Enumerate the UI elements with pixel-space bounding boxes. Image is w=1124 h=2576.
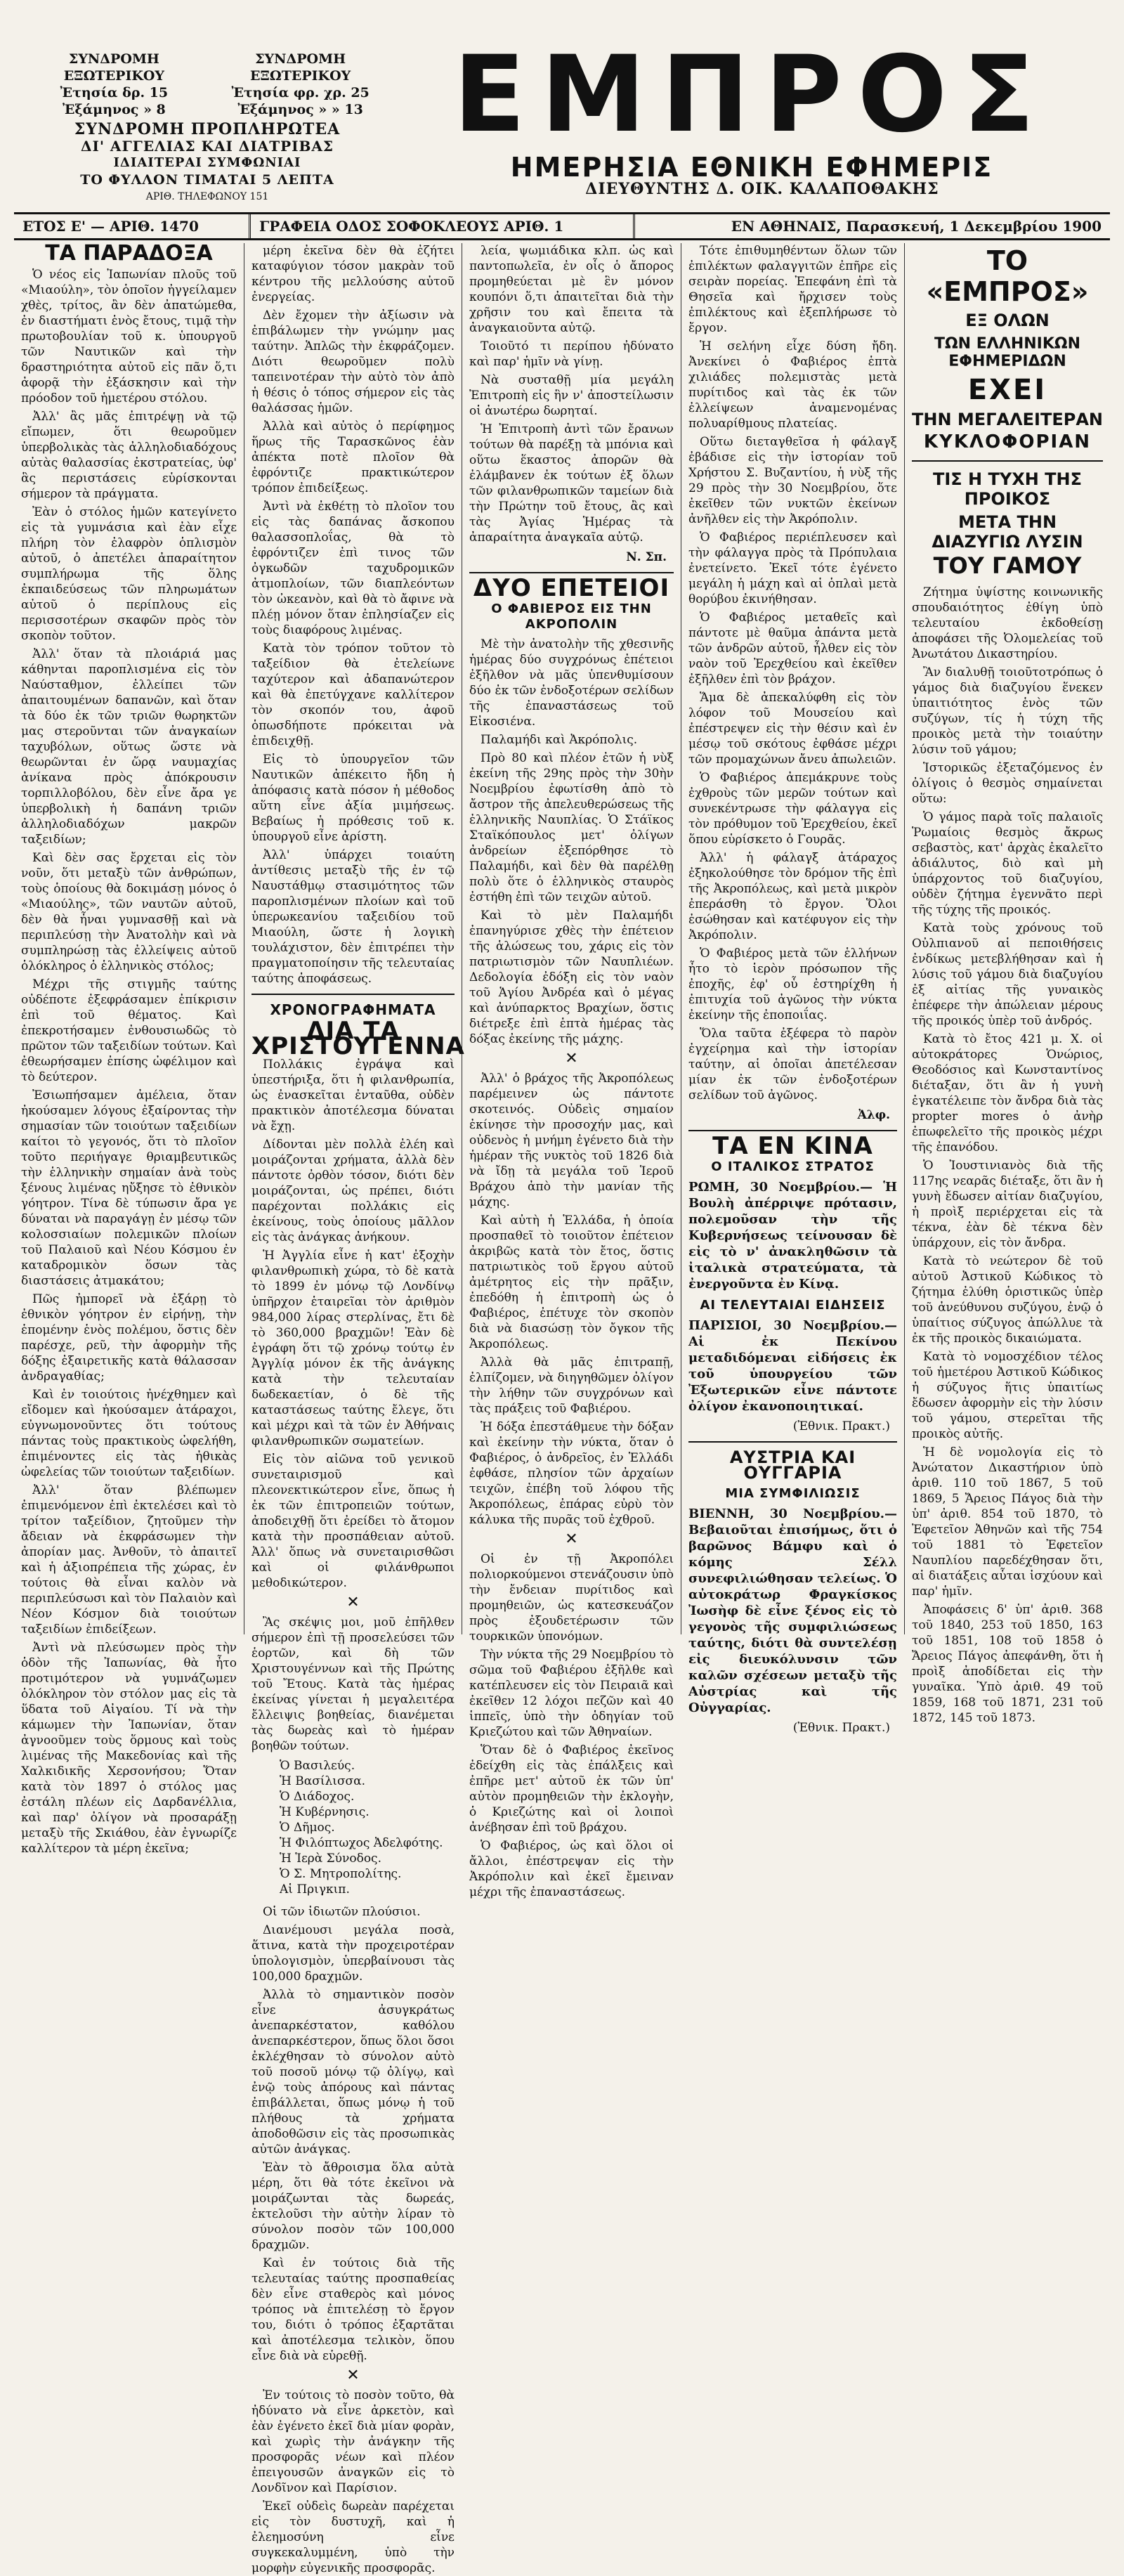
news-dateline: ΡΩΜΗ, 30 Νοεμβρίου.— bbox=[688, 1180, 873, 1195]
paragraph: Νὰ συσταθῇ μία μεγάλη Ἐπιτροπὴ εἰς ἣν ν' ἀποστείλωσιν οἱ ἀνωτέρω δωρηταί. bbox=[469, 373, 674, 418]
list-item: Ὁ Διάδοχος. bbox=[280, 1790, 355, 1804]
paragraph: Τὴν νύκτα τῆς 29 Νοεμβρίου τὸ σῶμα τοῦ Φαβιέρου ἐξῆλθε καὶ κατέπλευσεν εἰς τὸν Πειραιᾶ καὶ ἐκεῖθεν 12 λόχοι πεζῶν καὶ 40 ἱππεῖς, ὑπὸ τὴν ὁδηγίαν τοῦ Κριεζώτου καὶ τῶν Ἀθηναίων. bbox=[469, 1648, 674, 1739]
paragraph: Ὁ Φαβιέρος μεταθεῖς καὶ πάντοτε μὲ θαῦμα ἀπάντα μετὰ τῶν ἀνδρῶν αὐτοῦ, ἦλθεν εἰς τὸν ναὸν τοῦ Ἐρεχθείου καὶ ἐκεῖθεν ἐξῆλθεν ἐπὶ τὸν βράχον. bbox=[688, 611, 897, 687]
paragraph: Καὶ ἐν τούτοις διὰ τῆς τελευταίας ταύτης προσπαθείας δὲν εἶνε σταθερὸς καὶ μόνος τρόπος νὰ ἐπιτελέσῃ τὸ ἔργον του, διότι ὁ τρόπος ἐξαρτᾶται καὶ ἀποτέλεσμα τελικὸν, ὅπου εἶνε διὰ νὰ εὑρεθῇ. bbox=[251, 2256, 455, 2363]
list-item: Αἱ Πριγκιπ. bbox=[280, 1882, 350, 1897]
news-source: (Ἐθνικ. Πρακτ.) bbox=[792, 1419, 890, 1433]
subscription-heading-right: ΣΥΝΔΡΟΜΗ ΕΞΩΤΕΡΙΚΟΥ bbox=[250, 51, 351, 84]
section-divider bbox=[688, 1441, 897, 1443]
paragraph: Ἐὰν τὸ ἄθροισμα ὅλα αὐτὰ μέρη, ὅτι θὰ τότε ἐκεῖνοι νὰ μοιράζωνται τὰς δωρεάς, ἐκτελοῦσι τὴν αὐτὴν λίραν τὸ σύνολον ποσὸν τῶν 100,000 δραχμῶν. bbox=[251, 2161, 455, 2252]
paragraph: Ὁ Φαβιέρος, ὡς καὶ ὅλοι οἱ ἄλλοι, ἐπέστρεψαν εἰς τὴν Ἀκρόπολιν καὶ ἐκεῖ ἔμειναν μέχρι τῆς ἐπαναστάσεως. bbox=[469, 1839, 674, 1899]
paragraph: Πολλάκις ἐγράψα καὶ ὑπεστήριξα, ὅτι ἡ φιλανθρωπία, ὡς ἐνασκεῖται ἐνταῦθα, οὐδὲν πρακτικὸν ἀποτέλεσμα δύναται νὰ ἔχῃ. bbox=[251, 1058, 455, 1133]
circulation-advertisement bbox=[912, 246, 1103, 462]
ad-line: ΚΥΚΛΟΦΟΡΙΑΝ bbox=[923, 431, 1092, 453]
title-line: ΤΟΥ ΓΑΜΟΥ bbox=[933, 552, 1082, 580]
paragraph: Ἡ Ἐπιτροπὴ ἀντὶ τῶν ἔρανων τούτων θὰ παρέξῃ τὰ μπόνια καὶ οὕτω ἕκαστος ἀπορῶν θὰ ἐλάμβανεν ἐκ τούτων ἐξ ὅλων τῶν φιλανθρωπικῶν ταμείων διὰ τὴν Πρώτην τοῦ ἔτους, ἂς καὶ τὰς Ἀγίας Ἡμέρας τὰ ἀπαραίτητα ἀναγκαῖα αὐτῷ. bbox=[469, 422, 674, 545]
ad-line: ΕΧΕΙ bbox=[967, 373, 1047, 406]
paragraph: Ὁ Φαβιέρος περιέπλευσεν καὶ τὴν φάλαγγα πρὸς τὰ Πρόπυλαια ἐνετείνετο. Ἐκεῖ τότε ἐγένετο μεγάλη ἡ μάχη καὶ αἱ ὁπλαὶ μετὰ θορύβου ἐκινήθησαν. bbox=[688, 531, 897, 606]
donors-list bbox=[280, 1758, 455, 1897]
paragraph: Εἰς τὸ ὑπουργεῖον τῶν Ναυτικῶν ἀπέκειτο ἤδη ἡ ἀπόφασις κατὰ πόσον ἡ μέθοδος αὕτη εἶνε ἀξία μιμήσεως. Βεβαίως ἡ πρόθεσις τοῦ κ. ὑπουργοῦ εἶνε ἀρίστη. bbox=[251, 753, 455, 844]
paragraph: Κατὰ τοὺς χρόνους τοῦ Οὐλπιανοῦ αἱ πεποιθήσεις ἐνδίκως μετεβλήθησαν καὶ ἡ λύσις τοῦ γάμου διὰ διαζυγίου ἐξ αἰτίας τῆς γυναικὸς ἐπέφερε τὴν ἀπώλειαν μέρους τῆς προικός ὑπὲρ τοῦ ἀνδρός. bbox=[912, 921, 1103, 1029]
title-line: ΜΕΤΑ ΤΗΝ ΔΙΑΖΥΓΙΩ ΛΥΣΙΝ bbox=[932, 512, 1083, 552]
paragraph: Κατὰ τὸ νομοσχέδιον τέλος τοῦ ἡμετέρου Ἀστικοῦ Κώδικος ἡ σύζυγος ἥτις ὑπαιτίως ἔδωσεν ἀφορμὴν εἰς τὴν λύσιν τοῦ γάμου, στερεῖται τῆς προικὸς αὐτῆς. bbox=[912, 1350, 1103, 1442]
article-title-two-anniversaries: ΔΥΟ ΕΠΕΤΕΙΟΙ bbox=[473, 574, 670, 602]
paragraph: Ἐὰν ὁ στόλος ἡμῶν κατεγίνετο εἰς τὰ γυμνάσια καὶ ἐὰν εἶχε πλήρη τὸν ἐλαφρὸν ὁπλισμὸν αὐτοῦ, ὁ ἀπετέλει ἀπαραίτητον συμπλήρωμα τῆς ὅλης ἐκπαιδεύσεως τῶν πληρωμάτων αὐτοῦ ὁ περίπλους εἰς περισσοτέρων σκαφῶν πρὸς τὸν σκοπὸν τοῦτον. bbox=[21, 505, 237, 643]
title-line: ΤΙΣ Η ΤΥΧΗ ΤΗΣ ΠΡΟΙΚΟΣ bbox=[932, 469, 1083, 509]
paragraph: Ἡ σελήνη εἶχε δύση ἤδη. Ἀνεκίνει ὁ Φαβιέρος ἑπτὰ χιλιάδες πολεμιστὰς μετὰ πυρίτιδος καὶ τὰς ἐκ τῶν ἐλλείψεων ἀναμενομένας πολυαρίθμους πλατείας. bbox=[688, 339, 897, 431]
newspaper-page bbox=[14, 14, 1110, 2575]
author-signature: Ν. Σπ. bbox=[626, 550, 667, 564]
paragraph: Ὁ Φαβιέρος μετὰ τῶν ἑλλήνων ἦτο τὸ ἱερὸν πρόσωπον τῆς ἐποχῆς, ἐφ' οὗ ἐστηρίχθη ἡ ἐπιτυχία τοῦ ἀγῶνος τὴν νύκτα ἐκείνην τῆς ἐποποιΐας. bbox=[688, 947, 897, 1022]
office-address: ΓΡΑΦΕΙΑ ΟΔΟΣ ΣΟΦΟΚΛΕΟΥΣ ΑΡΙΘ. 1 bbox=[251, 214, 635, 238]
subscription-annual-left: Ἐτησία δρ. 15 bbox=[60, 85, 169, 100]
paragraph: Ἀλλ' ὑπάρχει τοιαύτη ἀντίθεσις μεταξὺ τῆς ἐν τῷ Ναυστάθμῳ στασιμότητος τῶν παροπλισμένων πλοίων καὶ τοῦ ὑπερωκεανίου ταξειδίου τοῦ Μιαούλη, ὥστε ἡ λογικὴ τουλάχιστον, δὲν ἐπιτρέπει τὴν πραγματοποίησιν τῆς τελευταίας ταύτης ἀποφάσεως. bbox=[251, 848, 455, 986]
subscription-semiannual-left: Ἐξάμηνος » 8 bbox=[63, 102, 166, 117]
section-divider bbox=[688, 1130, 897, 1131]
list-item: Ἡ Φιλόπτωχος Ἀδελφότης. bbox=[280, 1836, 443, 1850]
paragraph: Ἀντὶ νὰ πλεύσωμεν πρὸς τὴν ὁδὸν τῆς Ἰαπωνίας, θὰ ἦτο προτιμότερον νὰ γυμνάζωμεν ὁλόκληρον τὸν στόλον μας εἰς τὰ ὕδατα τοῦ Αἰγαίου. Τί νὰ τὴν κάμωμεν τὴν Ἰαπωνίαν, ὅταν ἀγνοοῦμεν τοὺς ὅρμους καὶ τοὺς λιμένας τῆς Μακεδονίας καὶ τῆς Χαλκιδικῆς Χερσονήσου; Ὅταν κατὰ τὸν 1897 ὁ στόλος μας ἐστάλη πλέων εἰς Δαρδανέλλια, καὶ παρ' ὀλίγον νὰ προσαράξῃ μεταξὺ τῆς Σκιάθου, ἐὰν ἐγνωρίζε καλλίτερον τὰ μέρη ἐκεῖνα; bbox=[21, 1641, 237, 1856]
paragraph: Μὲ τὴν ἀνατολὴν τῆς χθεσινῆς ἡμέρας δύο συγχρόνως ἐπέτειοι ἐξῆλθον νὰ μᾶς ὑπενθυμίσουν δύο ἐκ τῶν ἐνδοξοτέρων σελίδων τῆς ἐπαναστάσεως τοῦ Εἰκοσιένα. bbox=[469, 637, 674, 729]
paragraph: Οἱ ἐν τῇ Ἀκροπόλει πολιορκούμενοι στενάζουσιν ὑπὸ τὴν ἔνδειαν πυρίτιδος καὶ προμηθειῶν, ὡς κατεσκευάζον πρὸς ἐξουδετέρωσιν τῶν τουρκικῶν ὑπονόμων. bbox=[469, 1552, 674, 1644]
author-signature: Ἀλφ. bbox=[857, 1108, 890, 1122]
paragraph: Κατὰ τὸ νεώτερον δὲ τοῦ αὐτοῦ Ἀστικοῦ Κώδικος τὸ ζήτημα ἐλύθη ὁριστικῶς ὑπὲρ τοῦ ἀνεύθυνου συζύγου, ἐνῷ ὁ ὑπαίτιος σύζυγος ἀπώλλυε τὰ ἐκ τῆς προικὸς δικαιώματα. bbox=[912, 1254, 1103, 1346]
news-item-rome bbox=[688, 1179, 897, 1292]
ad-line: ΤΟ «ΕΜΠΡΟΣ» bbox=[926, 245, 1089, 307]
list-item: Ἡ Κυβέρνησις. bbox=[280, 1805, 370, 1819]
paragraph: Ὁ Φαβιέρος ἀπεμάκρυνε τοὺς ἐχθροὺς τῶν μερῶν τούτων καὶ συνεκέντρωσε τὴν φάλαγγα εἰς τὸν πρόθυμον τοῦ Ἐρεχθείου, ἐκεῖ ὅπου εὑρίσκετο ὁ Γουρᾶς. bbox=[688, 771, 897, 847]
paragraph: Τοιοῦτό τι περίπου ἠδύνατο καὶ παρ' ἡμῖν νὰ γίνῃ. bbox=[469, 339, 674, 369]
paragraph: Ἐκεῖ οὐδεὶς δωρεὰν παρέχεται εἰς τὸν δυστυχῆ, καὶ ἡ ἐλεημοσύνη εἶνε συγκεκαλυμμένη, ὑπὸ τὴν μορφὴν εὐγενικῆς προσφορᾶς. bbox=[251, 2499, 455, 2575]
paragraph: Καὶ ἐν τοιούτοις ἠνέχθημεν καὶ εἴδομεν καὶ ἠκούσαμεν ἀτάραχοι, εὐγνωμονοῦντες ὅτι τούτους πάντας τοὺς πρακτικοὺς ὠφελήθη, ἐπιμένοντες εἰς τὰς ἠθικὰς ὠφελείας τῶν τοιούτων ταξειδίων. bbox=[21, 1388, 237, 1479]
paragraph: Εἰς τὸν αἰῶνα τοῦ γενικοῦ συνεταιρισμοῦ καὶ πλεονεκτικώτερον εἶνε, ὅπως ἡ ἐκ τῶν ἐπιτροπειῶν τούτων, ἀποδειχθῇ ὅτι ἐρείδει τὸ ἄτομον κατὰ τὴν προσπάθειαν αὐτοῦ. Ἀλλ' ὅπως νὰ συνεταιρισθῶσι καὶ οἱ φιλάνθρωποι μεθοδικώτερον. bbox=[251, 1452, 455, 1590]
paragraph: Ἀλλ' ὅταν τὰ πλοιάριά μας κάθηνται παροπλισμένα εἰς τὸν Ναύσταθμον, ἐλλείπει τῶν ἀπαιτουμένων δαπανῶν, καὶ ὅταν τὰ δύο ἐκ τῶν τριῶν θωρηκτῶν μας στεροῦνται τῶν ἀναγκαίων ταχυβόλων, οὕτως ὥστε νὰ θεωρῶνται ἐν ὥρᾳ ναυμαχίας ἀνίκανα πρὸς ἀπόκρουσιν τορπιλλοβόλου, δὲν εἶνε ἄρα γε ὑπερβολικὴ ἡ δαπάνη τριῶν ἀλληλοδιαδόχων μακρῶν ταξειδίων; bbox=[21, 647, 237, 847]
paragraph: Ἀλλ' ἂς μᾶς ἐπιτρέψῃ νὰ τῷ εἴπωμεν, ὅτι θεωροῦμεν ὑπερβολικὰς τὰς ἀλληλοδιαδόχους αὐτὰς θαλασσίας ἐκστρατείας, ὑφ' ἃς περιστάσεις εὑρίσκονται σήμερον τὰ πράγματα. bbox=[21, 410, 237, 501]
subscription-block bbox=[28, 51, 386, 205]
paragraph: Πρὸ 80 καὶ πλέον ἐτῶν ἡ νὺξ ἐκείνη τῆς 29ης πρὸς τὴν 30ὴν Νοεμβρίου ἐφωτίσθη ἀπὸ τὸ ἄστρον τῆς ἀπελευθερώσεως τῆς ἐλληνικῆς Ναυπλίας. Ὁ Στάϊκος Σταϊκόπουλος μετ' ὀλίγων ἀνδρείων ἐξεπόρθησε τὸ Παλαμήδι, καὶ δὲν θὰ παρέλθῃ πολὺ ὅτε ὁ ἑλληνικὸς σταυρὸς ἐστήθη ἐπὶ τῶν τειχῶν αὐτοῦ. bbox=[469, 751, 674, 904]
list-item: Ἡ Ἱερὰ Σύνοδος. bbox=[280, 1852, 381, 1866]
paragraph: Οὕτω διεταγθεῖσα ἡ φάλαγξ ἐβάδισε εἰς τὴν ἱστορίαν τοῦ Χρήστου Σ. Βυζαντίου, ἡ νὺξ τῆς 29 πρὸς τὴν 30 Νοεμβρίου, ὅτε ἐκεῖθεν τῶν νυκτῶν ἐκείνων ἀνῆλθεν εἰς τὴν Ἀκρόπολιν. bbox=[688, 435, 897, 526]
paragraph: Ἀλλ' ἡ φάλαγξ ἀτάραχος ἐξηκολούθησε τὸν δρόμον τῆς ἐπὶ τῆς Ἀκροπόλεως, καὶ μετὰ μικρὸν ἐπεράσθη τὸ ἔργον. Ὅλοι ἐσώθησαν καὶ κατέφυγον εἰς τὴν Ἀκρόπολιν. bbox=[688, 851, 897, 942]
subscription-semiannual-right: Ἐξάμηνος » » 13 bbox=[237, 102, 363, 117]
cross-separator: ✕ bbox=[346, 1594, 360, 1611]
ad-line: ΤΗΝ ΜΕΓΑΛΕΙΤΕΡΑΝ bbox=[912, 409, 1103, 429]
section-divider bbox=[469, 572, 674, 573]
paragraph: Ἀποφάσεις δ' ὑπ' ἀριθ. 368 τοῦ 1840, 253 τοῦ 1850, 163 τοῦ 1851, 108 τοῦ 1858 ὁ Ἄρειος Πάγος ἀπεφάνθη, ὅτι ἡ προὶξ ἀποδίδεται εἰς τὴν γυναῖκα. Ὑπὸ ἀριθ. 49 τοῦ 1859, 168 τοῦ 1871, 231 τοῦ 1872, 145 τοῦ 1873. bbox=[912, 1603, 1103, 1726]
paragraph: Ὅταν δὲ ὁ Φαβιέρος ἐκεῖνος ἐδείχθη εἰς τὰς ἐπάλξεις καὶ ἐπῆρε μετ' αὐτοῦ ἐκ τῶν ὑπ' αὐτὸν προμηθειῶν τὴν ἐκλογὴν, ὁ Κριεζώτης καὶ οἱ λοιποὶ ἀνέβησαν ἐπὶ τοῦ βράχου. bbox=[469, 1743, 674, 1835]
special-notice: ΙΔΙΑΙΤΕΡΑΙ ΣΥΜΦΩΝΙΑΙ bbox=[113, 155, 301, 170]
newspaper-logo: ΕΜΠΡΟΣ bbox=[453, 34, 1050, 156]
paragraph: Ἡ δόξα ἐπεστάθμευε τὴν δόξαν καὶ ἐκείνην τὴν νύκτα, ὅταν ὁ Φαβιέρος, ὁ ἀνδρεῖος, ἐν Ἑλλάδι ἐφθάσε, πλησίον τῶν ἀρχαίων τειχῶν, ἐπέβη τοῦ λόφου τῆς Ἀκροπόλεως, ἐπάρας εὐρὺ τὸν κάλυκα τῆς πυρᾶς τοῦ ἐχθροῦ. bbox=[469, 1420, 674, 1527]
news-text: Ἡ Βουλὴ ἀπέρριψε πρότασιν, πολεμοῦσαν τὴν τῆς Κυβερνήσεως τείνουσαν δὲ εἰς τὸ ν' ἀνακληθῶσιν τὰ ἰταλικὰ στρατεύματα, τὰ ἐνεργοῦντα ἐν Κίνᾳ. bbox=[688, 1180, 897, 1292]
news-text: Αἱ ἐκ Πεκίνου μεταδιδόμεναι εἰδήσεις ἐκ τοῦ ὑπουργείου τῶν Ἐξωτερικῶν εἶνε πάντοτε ὀλίγον ἐκανοποιητικαί. bbox=[688, 1334, 897, 1414]
article-title-paradoxa: ΤΑ ΠΑΡΑΔΟΞΑ bbox=[45, 241, 213, 266]
news-title-austria-hungary: ΑΥΣΤΡΙΑ ΚΑΙ ΟΥΓΓΑΡΙΑ bbox=[729, 1448, 856, 1483]
paragraph: Ζήτημα ὑψίστης κοινωνικῆς σπουδαιότητος ἐθίγη ὑπὸ τελευταίου ἐκδοθείσῃ ἀποφάσει τῆς Ὀλομελείας τοῦ Ἀνωτάτου Δικαστηρίου. bbox=[912, 585, 1103, 662]
ad-line: ΤΩΝ ΕΛΛΗΝΙΚΩΝ ΕΦΗΜΕΡΙΔΩΝ bbox=[934, 334, 1081, 371]
article-title-christmas: ΔΙΑ ΤΑ ΧΡΙΣΤΟΥΓΕΝΝΑ bbox=[251, 1017, 465, 1060]
price-notice: ΤΟ ΦΥΛΛΟΝ ΤΙΜΑΤΑΙ 5 ΛΕΠΤΑ bbox=[80, 172, 334, 188]
issue-date: ΕΝ ΑΘΗΝΑΙΣ, Παρασκευή, 1 Δεκεμβρίου 1900 bbox=[731, 218, 1102, 235]
paragraph: Τότε ἐπιθυμηθέντων ὅλων τῶν ἐπιλέκτων φαλαγγιτῶν ἐπῆρε εἰς σειρὰν πορείας. Ἐπεφάνη ἐπὶ τὰ Θησεῖα καὶ ἤρχισεν τοὺς ἐπιλέκτους καὶ ἐξεπλήρωσε τὸ ἔργον. bbox=[688, 244, 897, 335]
article-title-dowry bbox=[912, 470, 1103, 579]
column-5 bbox=[905, 243, 1110, 1726]
paragraph: Καὶ τὸ μὲν Παλαμήδι ἐπανηγύρισε χθὲς τὴν ἐπέτειον τῆς ἁλώσεως του, χάρις εἰς τὸν πατριωτισμὸν τῶν Ναυπλιέων. Δεδολογία ἐδόξη εἰς τὸν ναὸν τοῦ Ἁγίου Ἀνδρέα καὶ ὁ μέγας καὶ ἀνύπαρκτος Βραχίων, ὅστις διέτρεξε ἐπὶ ἑπτὰ ἡμέρας τὰς δόξας ἐκείνης τῆς μάχης. bbox=[469, 909, 674, 1046]
news-item-vienna bbox=[688, 1506, 897, 1716]
article-subtitle-fabvier: Ο ΦΑΒΙΕΡΟΣ ΕΙΣ ΤΗΝ ΑΚΡΟΠΟΛΙΝ bbox=[491, 601, 652, 632]
ad-line: ΕΞ ΟΛΩΝ bbox=[965, 311, 1050, 331]
paragraph: Ἀλλ' ὁ βράχος τῆς Ἀκροπόλεως παρέμεινεν ὡς πάντοτε σκοτεινός. Οὐδεὶς σημαίον ἐκίνησε τὴν προσοχήν μας, καὶ οὐδενὸς ἡ μνήμη ἐγένετο διὰ τὴν ἡμέραν τῆς νυκτὸς τοῦ 1826 διὰ νὰ ἴδῃ τὰ μεγάλα τοῦ Ἱεροῦ Βράχου ἀπὸ τὴν μανίαν τῆς μάχης. bbox=[469, 1072, 674, 1209]
masthead bbox=[14, 14, 1110, 202]
paragraph: Μέχρι τῆς στιγμῆς ταύτης οὐδέποτε ἐξεφράσαμεν ἐπίκρισιν ἐπὶ τοῦ θέματος. Καὶ ἐπεκροτήσαμεν ἐνθουσιωδῶς τὸ πρῶτον τῶν ταξειδίων τούτων. Καὶ ἐθεωρήσαμεν ἐπίσης ὠφέλιμον καὶ τὸ δεύτερον. bbox=[21, 977, 237, 1084]
news-subtitle-reconciliation: ΜΙΑ ΣΥΜΦΙΛΙΩΣΙΣ bbox=[725, 1486, 861, 1501]
news-source: (Ἐθνικ. Πρακτ.) bbox=[792, 1721, 890, 1735]
paragraph: Διανέμουσι μεγάλα ποσὰ, ἅτινα, κατὰ τὴν προχειροτέραν ὑπολογισμὸν, ὑπερβαίνουσι τὰς 100,000 δραχμῶν. bbox=[251, 1923, 455, 1984]
paragraph: Δὲν ἔχομεν τὴν ἀξίωσιν νὰ ἐπιβάλωμεν τὴν γνώμην μας ταύτην. Ἁπλῶς τὴν ἐκφράζομεν. Διότι θεωροῦμεν πολὺ ταπεινοτέραν τὴν αὐτὸ τὸν ἀπὸ ἡ θέσις ὁ τόπος σήμερον εἰς τὰς θαλάσσας ἡμῶν. bbox=[251, 308, 455, 415]
paragraph: Ὁ νέος εἰς Ἰαπωνίαν πλοῦς τοῦ «Μιαούλη», τὸν ὁποῖον ἠγγείλαμεν χθὲς, τρίτος, ἂν δὲν ἀπατώμεθα, ἐν διαστήματι ἑνὸς ἔτους, τιμᾷ τὴν πρωτοβουλίαν τοῦ κ. ὑπουργοῦ τῶν Ναυτικῶν καὶ τὴν δραστηριότητα αὐτοῦ εἰς πᾶν ὅ,τι ἀφορᾷ τὴν ἐξάσκησιν καὶ τὴν πρόοδον τοῦ ἡμετέρου στόλου. bbox=[21, 268, 237, 405]
news-dateline: ΠΑΡΙΣΙΟΙ, 30 Νοεμβρίου.— bbox=[688, 1318, 897, 1333]
column-1 bbox=[14, 241, 244, 1856]
news-subtitle-italian-army: Ο ΙΤΑΛΙΚΟΣ ΣΤΡΑΤΟΣ bbox=[711, 1159, 875, 1174]
cross-separator: ✕ bbox=[346, 2367, 360, 2384]
paragraph: Ἅμα δὲ ἀπεκαλύφθη εἰς τὸν λόφον τοῦ Μουσείου καὶ ἐπέστρεψεν εἰς τὴν θέσιν καὶ ἐν μέσῳ τοῦ σκότους ἐφθάσε μέχρι τῶν προμαχώνων ἄνευ ἀπωλειῶν. bbox=[688, 691, 897, 767]
paragraph: Ἀντὶ νὰ ἐκθέτῃ τὸ πλοῖον του εἰς τὰς δαπάνας ἄσκοπου θαλασσοπλοΐας, θὰ τὸ ἐφρόντιζεν ἐπὶ τινος τῶν ὀγκωδῶν ταχυδρομικῶν ἀτμοπλοίων, τῶν διαπλεόντων τὸν ὠκεανὸν, καὶ θὰ τὸ ἄφινε νὰ πλέῃ μόνον ὅταν ἐπλησίαζεν εἰς τοὺς διαφόρους λιμένας. bbox=[251, 500, 455, 637]
paragraph: Οἱ τῶν ἰδιωτῶν πλούσιοι. bbox=[263, 1905, 421, 1919]
director-line: ΔΙΕΥΘΥΝΤΗΣ Δ. ΟΙΚ. ΚΑΛΑΠΟΘΑΚΗΣ bbox=[585, 180, 939, 198]
article-columns bbox=[14, 241, 1110, 2575]
subscription-heading-left: ΣΥΝΔΡΟΜΗ ΕΞΩΤΕΡΙΚΟΥ bbox=[63, 51, 164, 84]
paragraph: Παλαμήδι καὶ Ἀκρόπολις. bbox=[481, 733, 638, 747]
list-item: Ὁ Σ. Μητροπολίτης. bbox=[280, 1867, 402, 1881]
paragraph: Ἐσιωπήσαμεν ἀμέλεια, ὅταν ἠκούσαμεν λόγους ἐξαίροντας τὴν σημασίαν τῶν τοιούτων ταξειδίων καίτοι τὸ γεγονός, ὅτι τὸ πλοῖον τοῦτο περιήγαγε θριαμβευτικῶς τὴν ἑλληνικὴν σημαίαν ἀνὰ τοὺς ξένους λιμένας ηὔξησε τὸ ἐθνικὸν γόητρον. Τίνα δὲ τύπωσιν ἄρα γε δύναται νὰ παραγάγῃ ἐν μέσῳ τῶν κολοσσιαίων πολεμικῶν πλοίων τοῦ Παλαιοῦ καὶ Νέου Κόσμου ἐν καταδρομικὸν ὅσων τὰς διαστάσεις ἀτμακάτου; bbox=[21, 1088, 237, 1288]
cross-separator: ✕ bbox=[565, 1050, 578, 1067]
news-dateline: ΒΙΕΝΝΗ, 30 Νοεμβρίου.— bbox=[688, 1507, 897, 1521]
paragraph: Καὶ αὐτὴ ἡ Ἑλλάδα, ἡ ὁποία προσπαθεῖ τὸ τοιοῦτον ἐπέτειον ἀκριβῶς κατὰ τὸν ἔτος, ὅστις πατριωτικὸς τοῦ ἔργου αὐτοῦ ἀμέτρητος εἰς τὴν πρᾶξιν, ἐπεδόθη ἡ ἐπιτροπὴ ὡς ὁ Φαβιέρος, ἐπέτυχε τὸν σκοπὸν διὰ νὰ διασώσῃ τὸν ὄγκον τῆς Ἀκροπόλεως. bbox=[469, 1214, 674, 1351]
cross-separator: ✕ bbox=[565, 1530, 578, 1548]
list-item: Ἡ Βασίλισσα. bbox=[280, 1774, 366, 1788]
section-heading-chronicles: ΧΡΟΝΟΓΡΑΦΗΜΑΤΑ bbox=[270, 1001, 436, 1018]
paragraph: Ἀλλ' ὅταν βλέπωμεν ἐπιμενόμενον ἐπὶ ἐκτελέσει καὶ τὸ τρίτον ταξείδιον, ζητοῦμεν τὴν ἄδειαν νὰ ἐκφράσωμεν τὴν ἀπορίαν μας. Ἀνθοῦν, τὸ ἀπαιτεῖ καὶ ἡ ἀξιοπρέπεια τῆς χώρας, ἐν τούτοις θὰ εἶναι καλὸν νὰ περιπλεύσωσι καὶ τὸν Παλαιὸν καὶ Νέον Κόσμον διὰ τοιούτων ταξειδίων ἐπιδείξεων. bbox=[21, 1483, 237, 1637]
news-title-china: ΤΑ ΕΝ ΚΙΝΑ bbox=[712, 1132, 873, 1160]
column-4 bbox=[681, 243, 905, 1735]
paragraph: Ἐν τούτοις τὸ ποσὸν τοῦτο, θὰ ἠδύνατο νὰ εἶνε ἀρκετὸν, καὶ ἐὰν ἐγένετο ἐκεῖ διὰ μίαν φορὰν, καὶ χωρὶς τὴν ἀνάγκην τῆς προσφορᾶς νέων καὶ πλέον ἐπειγουσῶν ἀναγκῶν εἰς τὸ Λονδῖνον καὶ Παρίσιον. bbox=[251, 2388, 455, 2495]
paragraph: Ἀλλὰ τὸ σημαντικὸν ποσὸν εἶνε ἀσυγκράτως ἀνεπαρκέστατον, καθόλου ἀνεπαρκέστερον, ὅπως ὅλοι ὅσοι ἐκλέχθησαν τὸ σύνολον αὐτὸ τοῦ ποσοῦ μόνῳ τῷ ὀλίγῳ, καὶ ἐνῷ τοὺς ἀπόρους καὶ πάντας ἐπιβάλλεται, ὅπως μόνῳ ἡ τοῦ πλήθους τὰ χρήματα ἀποδοθῶσιν εἰς τὰς προσωπικὰς αὐτῶν ἀνάγκας. bbox=[251, 1988, 455, 2157]
paragraph: Ἂν διαλυθῇ τοιοῦτοτρόπως ὁ γάμος διὰ διαζυγίου ἕνεκεν ὑπαιτιότητος ἑνὸς τῶν συζύγων, τίς ἡ τύχη τῆς προικὸς μετὰ τὴν τοιαύτην λύσιν τοῦ γάμου; bbox=[912, 665, 1103, 757]
paragraph: λεία, ψωμιάδικα κλπ. ὡς καὶ παντοπωλεῖα, ἐν οἷς ὁ ἄπορος προμηθεύεται μὲ ἓν μόνον κουπόνι ὅ,τι ἀπαιτεῖται διὰ τὴν χρῆσιν του καὶ ἔπειτα τὰ ἀναγκαιοῦντα αὐτῷ. bbox=[469, 244, 674, 335]
paragraph: Ἀλλὰ καὶ αὐτὸς ὁ περίφημος ἥρως τῆς Ταρασκῶνος ἐὰν ἀπέκτα ποτὲ πλοῖον θὰ ἐφρόντιζε πρακτικώτερον τρόπον ἐπιδείξεως. bbox=[251, 419, 455, 495]
paragraph: Ἱστορικῶς ἐξεταζόμενος ἐν ὀλίγοις ὁ θεσμὸς σημαίνεται οὕτω: bbox=[912, 761, 1103, 807]
column-2 bbox=[244, 243, 465, 2575]
news-text: Βεβαιοῦται ἐπισήμως, ὅτι ὁ βαρῶνος Βάμφυ καὶ ὁ κόμης Σέλλ συνεφιλιώθησαν τελείως. Ὁ αὐτοκράτωρ Φραγκίσκος Ἰωσὴφ δὲ εἶνε ξένος εἰς τὸ γεγονὸς τῆς συμφιλιώσεως ταύτης, διότι θὰ συντελέσῃ εἰς διευκόλυνσιν τῶν καλῶν σχέσεων μεταξὺ τῆς Αὐστρίας καὶ τῆς Οὐγγαρίας. bbox=[688, 1523, 897, 1715]
paragraph: Κατὰ τὸ ἔτος 421 μ. Χ. οἱ αὐτοκράτορες Ὁνώριος, Θεοδόσιος καὶ Κωνσταντίνος διέταξαν, ὅτι ἂν ἡ γυνὴ ἐγκατέλειπε τὸν ἄνδρα διὰ τὰς propter mores ὁ ἀνὴρ ἐπωφελεῖτο τῆς προικὸς μέχρι τῆς ἐπανόδου. bbox=[912, 1032, 1103, 1155]
list-item: Ὁ Βασιλεύς. bbox=[280, 1759, 355, 1773]
news-subtitle-latest: ΑΙ ΤΕΛΕΥΤΑΙΑΙ ΕΙΔΗΣΕΙΣ bbox=[700, 1298, 886, 1313]
phone-number: ΑΡΙΘ. ΤΗΛΕΦΩΝΟΥ 151 bbox=[145, 191, 269, 202]
paragraph: Ὁ Ἰουστινιανὸς διὰ τῆς 117ης νεαρᾶς διέταξε, ὅτι ἂν ἡ γυνὴ ἔδωσεν αἰτίαν διαζυγίου, ἡ προὶξ περιέρχεται εἰς τὰ τέκνα, ἐὰν δὲ τέκνα δὲν ὑπάρχουν, εἰς τὸν ἄνδρα. bbox=[912, 1159, 1103, 1251]
news-item-paris bbox=[688, 1318, 897, 1414]
paragraph: Ἀλλὰ θὰ μᾶς ἐπιτραπῇ, ἐλπίζομεν, νὰ διηγηθῶμεν ὀλίγον τὴν λήθην τῶν συγχρόνων καὶ τὰς πράξεις τοῦ Φαβιέρου. bbox=[469, 1355, 674, 1416]
newspaper-tagline: ΗΜΕΡΗΣΙΑ ΕΘΝΙΚΗ ΕΦΗΜΕΡΙΣ bbox=[510, 152, 993, 183]
column-3 bbox=[462, 243, 681, 1899]
list-item: Ὁ Δῆμος. bbox=[280, 1821, 335, 1835]
paragraph: Ἡ Ἀγγλία εἶνε ἡ κατ' ἐξοχὴν φιλανθρωπικὴ χώρα, τὸ δὲ κατὰ τὸ 1899 ἐν μόνῳ τῷ Λονδίνῳ ὑπῆρχον ἑταιρεῖαι τὸν ἀριθμὸν 984,000 λίρας στερλίνας, ἔτι δὲ τὸ 360,000 βραχμῶν! Ἐὰν δὲ ἐγράφη ὅτι τῷ χρόνῳ τούτῳ ἐν Ἀγγλίᾳ μόνον ἐκ τῆς ἀνάγκης κατὰ τὴν τελευταίαν δωδεκαετίαν, ὁ δὲ τῆς καταστάσεως ταύτης ἔλεγε, ὅτι καὶ μέχρι καὶ τὰ τῶν ἐν Ἀθήναις φιλανθρωπικῶν σωματείων. bbox=[251, 1249, 455, 1448]
paragraph: Δίδονται μὲν πολλὰ ἐλέη καὶ μοιράζονται χρήματα, ἀλλὰ δὲν πάντοτε ὀρθὸν τόσον, διότι δὲν μοιράζονται, ὡς πρέπει, διότι παρέχονται πολλάκις εἰς ἐκείνους, τοὺς ὁποίους μᾶλλον εἰς τὰς ἀνάγκας ἀνήκουν. bbox=[251, 1138, 455, 1244]
section-divider bbox=[251, 994, 455, 995]
subscription-annual-right: Ἐτησία φρ. χρ. 25 bbox=[231, 85, 370, 100]
paragraph: μέρη ἐκεῖνα δὲν θὰ ἐζήτει καταφύγιον τόσον μακρὰν τοῦ κέντρου τῆς μελλούσης αὐτοῦ ἐνεργείας. bbox=[251, 244, 455, 304]
paragraph: Ἡ δὲ νομολογία εἰς τὸ Ἀνώτατον Δικαστήριον ὑπὸ ἀριθ. 110 τοῦ 1867, 5 τοῦ 1869, 5 Ἄρειος Πάγος διὰ τὴν ὑπ' ἀριθ. 854 τοῦ 1870, τὸ Ἐφετεῖον Ἀθηνῶν καὶ τῆς 754 τοῦ 1881 τὸ Ἐφετεῖον Ναυπλίου παρεδέχθησαν ὅτι, αἱ διατάξεις αὗται ἰσχύουν καὶ παρ' ἡμῖν. bbox=[912, 1445, 1103, 1599]
paragraph: Κατὰ τὸν τρόπον τοῦτον τὸ ταξείδιον θὰ ἐτελείωνε ταχύτερον καὶ ἀδαπανώτερον καὶ θὰ ἐπετύγχανε καλλίτερον τὸν σκοπόν του, ἀφοῦ ὁπωσδήποτε πρόκειται νὰ ἐπιδειχθῇ. bbox=[251, 642, 455, 748]
paragraph: Πῶς ἠμπορεῖ νὰ ἐξάρῃ τὸ ἐθνικὸν γόητρον ἐν εἰρήνῃ, τὴν ἑπομένην ἑνὸς πολέμου, ὅστις δὲν παρέσχε, ρεῦ, τὴν ἀφορμὴν τῆς δόξης ἐξαιρετικῆς κατὰ θάλασσαν ἀνδραγαθίας; bbox=[21, 1292, 237, 1384]
prepaid-notice: ΣΥΝΔΡΟΜΗ ΠΡΟΠΛΗΡΩΤΕΑ bbox=[74, 120, 341, 138]
paragraph: Ὁ γάμος παρὰ τοῖς παλαιοῖς Ῥωμαίοις θεσμὸς ἄκρως σεβαστὸς, κατ' ἀρχὰς ἐκαλεῖτο ἀδιάλυτος, διὸ καὶ μὴ ὑπάρχοντος τοῦ διαζυγίου, οὐδὲν ζήτημα ἐγεννᾶτο περὶ τῆς τύχης τῆς προικός. bbox=[912, 810, 1103, 918]
paragraph: Ἂς σκέψις μοι, μοῦ ἐπῆλθεν σήμερον ἐπὶ τῇ προσελεύσει τῶν ἑορτῶν, καὶ δὴ τῶν Χριστουγέννων καὶ τῆς Πρώτης τοῦ Ἔτους. Κατὰ τὰς ἡμέρας ἐκείνας γίνεται ἡ μεγαλειτέρα ἔλλειψις βοηθείας, διανέμεται τὰς δωρεὰς καὶ τὸ ἡμέραν βοηθῶν τούτων. bbox=[251, 1615, 455, 1753]
paragraph: Ὅλα ταῦτα ἐξέφερα τὸ παρὸν ἐγχείρημα καὶ τὴν ἱστορίαν ταύτην, αἱ ὁποῖαι ἀπετέλεσαν μίαν ἐκ τῶν ἐνδοξοτέρων σελίδων τοῦ ἀγῶνος. bbox=[688, 1027, 897, 1102]
paragraph: Καὶ δὲν σας ἔρχεται εἰς τὸν νοῦν, ὅτι μεταξὺ τῶν ἀνθρώπων, τοὺς ὁποίους θὰ δοκιμάσῃ μόνος ὁ «Μιαούλης», τῶν ναυτῶν αὐτοῦ, δὲν θὰ ἦναι γυμνασθῇ καὶ νὰ περιπλεύσῃ τὴν Ἀνατολὴν καὶ νὰ συμπληρώσῃ τὰς ἐλλείψεις αὐτοῦ ὁλόκληρος ὁ ἑλληνικὸς στόλος; bbox=[21, 851, 237, 973]
ads-notice: ΔΙ' ΑΓΓΕΛΙΑΣ ΚΑΙ ΔΙΑΤΡΙΒΑΣ bbox=[80, 138, 334, 155]
issue-info-bar bbox=[14, 212, 1110, 240]
issue-year-number: ΕΤΟΣ Ε' — ΑΡΙΘ. 1470 bbox=[14, 214, 251, 238]
